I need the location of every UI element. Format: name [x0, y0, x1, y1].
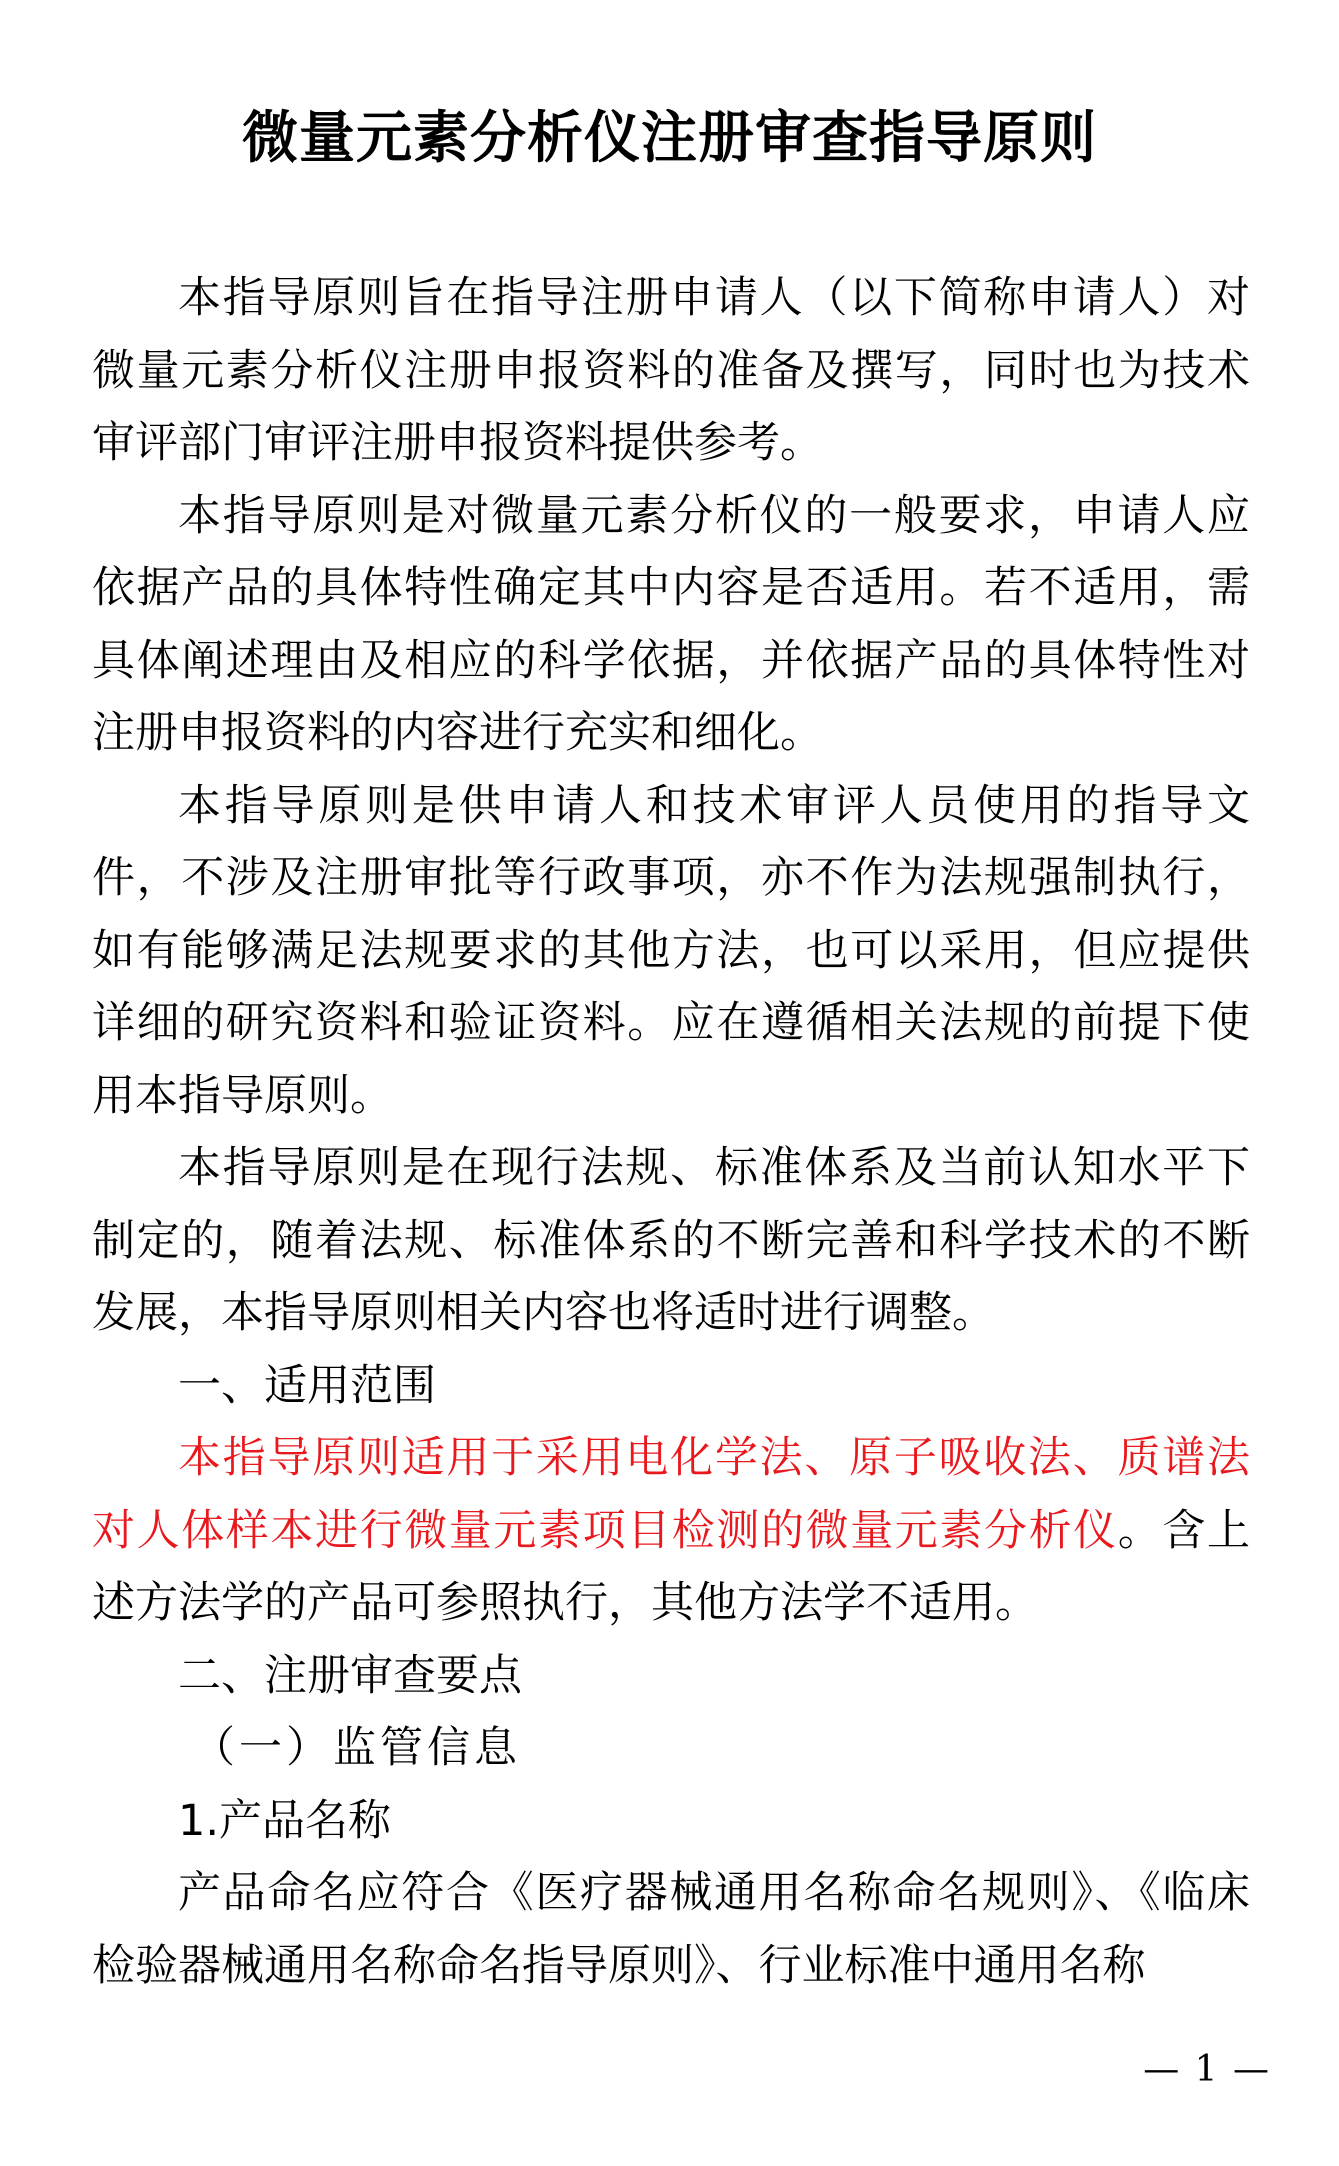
paragraph-scope [92, 1422, 1250, 1640]
document-body [92, 262, 1250, 2002]
section-heading-scope: 一、适用范围 [178, 1360, 436, 1411]
paragraph-product-name: 产品命名应符合《医疗器械通用名称命名规则》、《临床检验器械通用名称命名指导原则》、行业标准中通用名称 [92, 1868, 1250, 1991]
section-heading-review-points: 二、注册审查要点 [178, 1650, 522, 1701]
paragraph-revision: 本指导原则是在现行法规、标准体系及当前认知水平下制定的，随着法规、标准体系的不断完善和科学技术的不断发展，本指导原则相关内容也将适时进行调整。 [92, 1143, 1250, 1338]
document-title: 微量元素分析仪注册审查指导原则 [242, 105, 1097, 171]
subsection-heading-regulatory-info: （一）监管信息 [192, 1723, 521, 1773]
paragraph-purpose: 本指导原则旨在指导注册申请人（以下简称申请人）对微量元素分析仪注册申报资料的准备及撰写，同时也为技术审评部门审评注册申报资料提供参考。 [92, 273, 1250, 468]
paragraph-usage: 本指导原则是供申请人和技术审评人员使用的指导文件，不涉及注册审批等行政事项，亦不作为法规强制执行，如有能够满足法规要求的其他方法，也可以采用，但应提供详细的研究资料和验证资料。应在遵循相关法规的前提下使用本指导原则。 [92, 780, 1250, 1121]
scope-highlighted-text: 本指导原则适用于采用电化学法、原子吸收法、质谱法对人体样本进行微量元素项目检测的微量元素分析仪 [92, 1433, 1250, 1556]
paragraph-general-requirements: 本指导原则是对微量元素分析仪的一般要求，申请人应依据产品的具体特性确定其中内容是否适用。若不适用，需具体阐述理由及相应的科学依据，并依据产品的具体特性对注册申报资料的内容进行充实和细化。 [92, 490, 1250, 758]
page-number: — 1 — [1143, 2049, 1271, 2090]
item-heading-product-name: 1.产品名称 [178, 1795, 392, 1846]
scope-remaining-text: 。含上述方法学的产品可参照执行，其他方法学不适用。 [92, 1505, 1251, 1628]
